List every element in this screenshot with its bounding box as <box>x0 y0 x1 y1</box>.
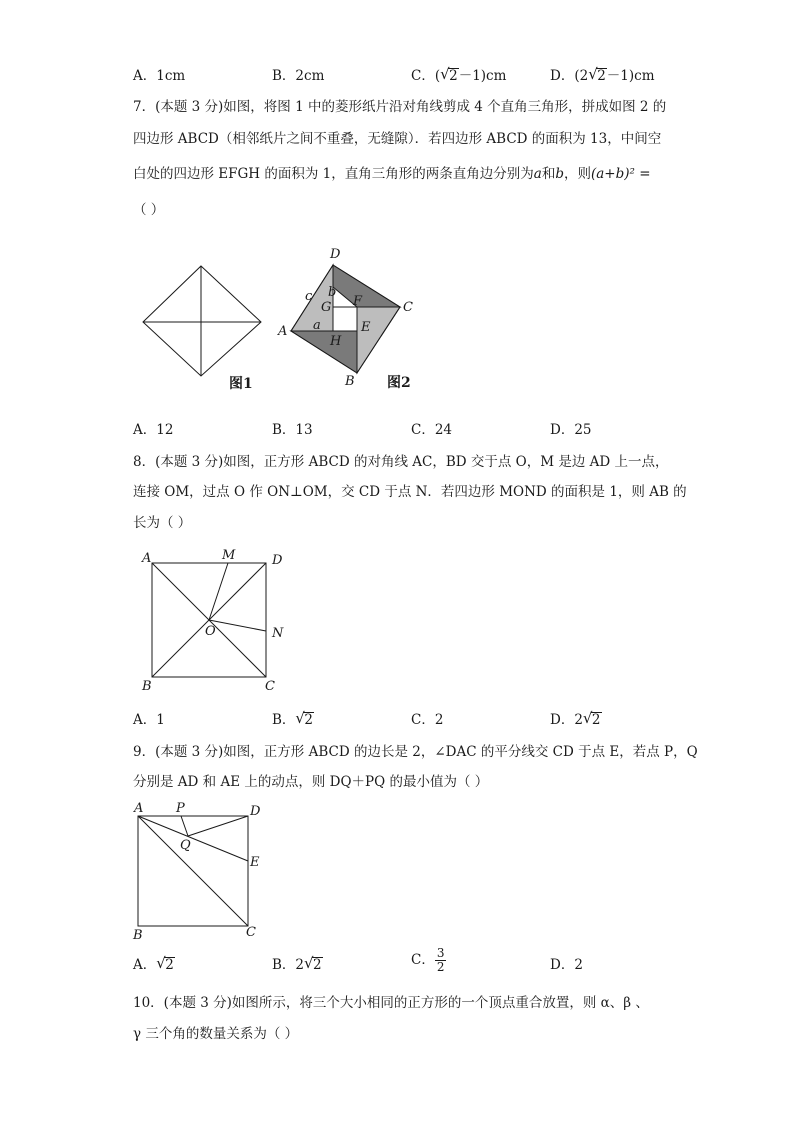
q9-point-c: C <box>246 925 256 940</box>
q7-and: 和 <box>541 166 556 182</box>
q9-options <box>133 946 693 975</box>
q8-point-c: C <box>265 679 275 694</box>
q7-then: ，则 <box>563 166 591 182</box>
rhombus-outline <box>143 266 261 376</box>
q9-option-b-radicand: 2 <box>313 957 322 973</box>
diagonal-ac <box>138 816 248 926</box>
sqrt-symbol: √ 2 <box>588 65 606 84</box>
q8-option-b-radicand: 2 <box>304 712 314 728</box>
q6-option-c-prefix: C．( <box>411 68 441 84</box>
q9-figure-square <box>128 798 273 943</box>
q6-option-d[interactable] <box>550 66 655 86</box>
sqrt-symbol: √ 2 <box>582 709 601 728</box>
q7-options <box>133 420 693 440</box>
segment-pq <box>181 816 188 836</box>
fig2-point-f: F <box>353 294 363 309</box>
fig2-point-c: C <box>403 300 413 315</box>
q9-text-line-2: 分别是 AD 和 AE 上的动点，则 DQ＋PQ 的最小值为（ ） <box>133 774 489 790</box>
q9-point-p: P <box>176 801 185 816</box>
q6-options <box>133 66 693 86</box>
fig2-label-c: c <box>305 289 313 304</box>
fig2-point-b: B <box>345 374 355 389</box>
q8-option-a[interactable]: A．1 <box>133 712 165 728</box>
fraction <box>435 947 447 974</box>
q8-text-line-1: 8．(本题 3 分)如图，正方形 ABCD 的对角线 AC，BD 交于点 O，M 是边 AD 上一点， <box>133 454 669 470</box>
q7-option-d[interactable]: D．25 <box>550 422 592 438</box>
q8-option-d-prefix: D．2 <box>550 712 583 728</box>
fig2-point-g: G <box>321 300 332 315</box>
q7-equals: = <box>639 166 651 182</box>
q7-option-a[interactable]: A．12 <box>133 422 174 438</box>
q9-point-d: D <box>250 804 261 819</box>
q7-text-line-2: 四边形 ABCD（相邻纸片之间不重叠，无缝隙）．若四边形 ABCD 的面积为 13，中间空 <box>133 131 662 147</box>
q9-point-b: B <box>133 928 143 943</box>
fig2-point-e: E <box>361 320 371 335</box>
q8-point-n: N <box>272 626 284 641</box>
q8-point-a: A <box>142 551 152 566</box>
q7-option-b[interactable]: B．13 <box>272 422 313 438</box>
fig2-label-a: a <box>313 318 321 333</box>
fig2-label: 图2 <box>387 375 411 391</box>
q9-option-c-numerator: 3 <box>436 946 445 960</box>
q8-point-b: B <box>142 679 152 694</box>
fig2-label-b: b <box>328 285 337 300</box>
fig2-point-a: A <box>278 324 288 339</box>
q10-text-line-2: γ 三个角的数量关系为（ ） <box>133 1026 299 1042</box>
q9-option-a-prefix: A． <box>133 957 157 973</box>
q9-text-line-1: 9．(本题 3 分)如图，正方形 ABCD 的边长是 2，∠DAC 的平分线交 CD 于点 E，若点 P，Q <box>133 744 698 760</box>
center-square-efgh <box>333 307 357 331</box>
segment-om <box>209 563 228 620</box>
fig1-label: 图1 <box>229 376 253 392</box>
q10-text-line-1: 10．(本题 3 分)如图所示，将三个大小相同的正方形的一个顶点重合放置，则 α、β 、 <box>133 995 649 1011</box>
q7-line-3-text: 白处的四边形 EFGH 的面积为 1，直角三角形的两条直角边分别为 <box>133 166 534 182</box>
fig2-point-h: H <box>330 334 342 349</box>
q7-text-line-1: 7．(本题 3 分)如图，将图 1 中的菱形纸片沿对角线剪成 4 个直角三角形，拼成如图 2 的 <box>133 99 667 115</box>
sqrt-symbol: √ 2 <box>156 954 174 973</box>
q6-option-b[interactable]: B．2cm <box>272 68 325 84</box>
q8-point-o: O <box>205 624 216 639</box>
q9-option-c-denominator: 2 <box>436 960 445 974</box>
q9-option-a[interactable] <box>133 955 175 975</box>
segment-on <box>209 620 266 631</box>
q7-var-b: b <box>555 166 564 182</box>
q7-text-line-4: （ ） <box>133 202 165 218</box>
q7-var-a: a <box>533 166 542 182</box>
q8-option-c[interactable]: C．2 <box>411 712 444 728</box>
q8-option-d[interactable] <box>550 710 602 730</box>
q7-expression: (a+b)² <box>590 166 635 182</box>
q8-text-line-3: 长为（ ） <box>133 515 192 531</box>
sqrt-symbol: √ 2 <box>304 954 322 973</box>
q8-point-m: M <box>222 548 236 563</box>
q6-option-d-prefix: D．(2 <box>550 68 589 84</box>
q7-option-c[interactable]: C．24 <box>411 422 453 438</box>
segment-dq <box>188 816 248 836</box>
q9-option-c[interactable] <box>411 947 446 974</box>
q9-option-b[interactable] <box>272 955 323 975</box>
q9-point-a: A <box>134 801 144 816</box>
q9-option-c-prefix: C． <box>411 952 435 968</box>
q8-figure-square <box>138 545 298 695</box>
q6-option-a[interactable]: A．1cm <box>133 68 186 84</box>
q6-option-d-radicand: 2 <box>597 68 606 84</box>
fig2-point-d: D <box>330 247 341 262</box>
q9-point-q: Q <box>180 838 191 853</box>
bisector-ae <box>138 816 248 861</box>
q8-option-b[interactable] <box>272 710 314 730</box>
q8-option-d-radicand: 2 <box>591 712 601 728</box>
q9-option-b-prefix: B．2 <box>272 957 305 973</box>
q8-point-d: D <box>272 553 283 568</box>
q7-figure-2-pinwheel <box>275 245 425 395</box>
q9-point-e: E <box>250 855 260 870</box>
q6-option-c-radicand: 2 <box>449 68 458 84</box>
sqrt-symbol: √ 2 <box>295 709 314 728</box>
q6-option-c-suffix: －1)cm <box>458 68 507 84</box>
q7-figure-1-rhombus <box>140 262 265 392</box>
q6-option-c[interactable] <box>411 66 506 86</box>
q9-option-a-radicand: 2 <box>165 957 174 973</box>
q7-text-line-3 <box>133 164 651 184</box>
q6-option-d-suffix: －1)cm <box>606 68 655 84</box>
q9-option-d[interactable]: D．2 <box>550 957 583 973</box>
sqrt-symbol: √ 2 <box>440 65 458 84</box>
q8-option-b-prefix: B． <box>272 712 296 728</box>
q8-options <box>133 710 693 730</box>
q8-text-line-2: 连接 OM，过点 O 作 ON⊥OM，交 CD 于点 N．若四边形 MOND 的面积是 1，则 AB 的 <box>133 484 687 500</box>
